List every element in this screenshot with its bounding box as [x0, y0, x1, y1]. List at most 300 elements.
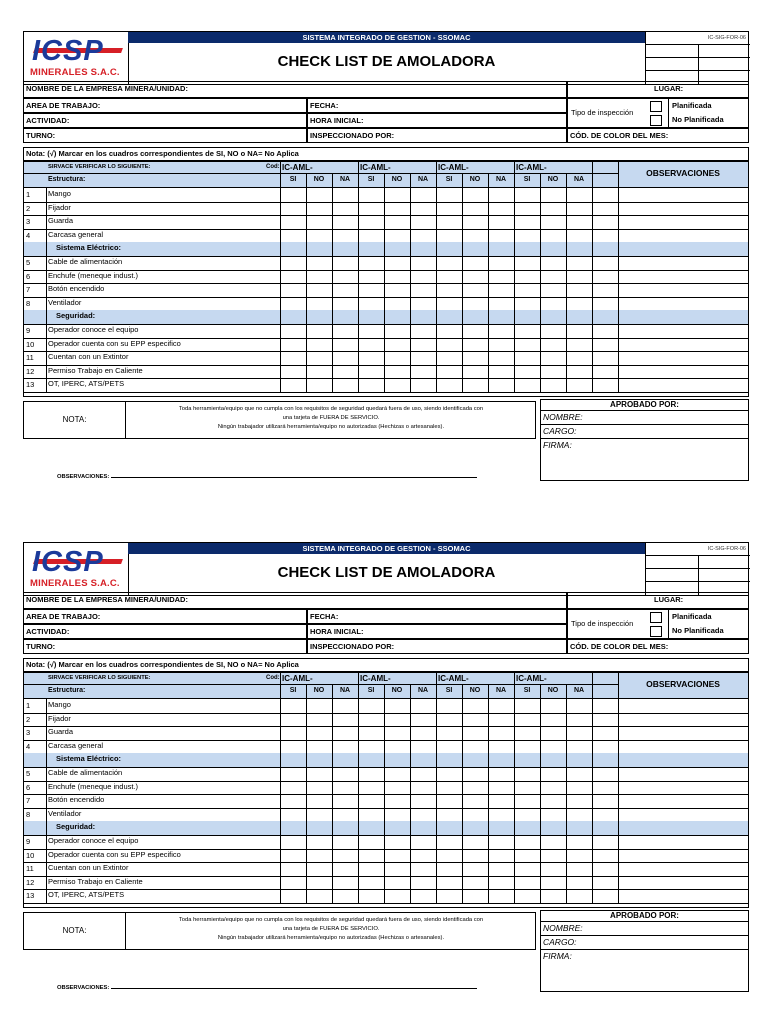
check-cell[interactable]: [462, 324, 488, 338]
check-cell[interactable]: [358, 767, 384, 781]
observaciones-underline[interactable]: [111, 471, 477, 478]
check-cell[interactable]: [384, 378, 410, 392]
check-cell[interactable]: [488, 781, 514, 795]
check-cell[interactable]: [358, 876, 384, 890]
check-cell[interactable]: [358, 862, 384, 876]
check-cell[interactable]: [462, 876, 488, 890]
check-cell[interactable]: [566, 338, 592, 352]
check-cell[interactable]: [332, 889, 358, 903]
check-cell[interactable]: [384, 808, 410, 822]
firma-field[interactable]: FIRMA:: [541, 949, 748, 991]
observaciones-underline[interactable]: [111, 982, 477, 989]
check-cell[interactable]: [540, 699, 566, 713]
check-cell[interactable]: [540, 270, 566, 284]
check-cell[interactable]: [566, 726, 592, 740]
check-cell[interactable]: [280, 202, 306, 216]
firma-field[interactable]: FIRMA:: [541, 438, 748, 480]
equipment-code-2[interactable]: IC-AML-: [360, 163, 391, 172]
check-cell[interactable]: [436, 699, 462, 713]
check-cell[interactable]: [358, 324, 384, 338]
check-cell[interactable]: [306, 767, 332, 781]
check-cell[interactable]: [358, 699, 384, 713]
check-cell[interactable]: [514, 338, 540, 352]
check-cell[interactable]: [384, 713, 410, 727]
check-cell[interactable]: [306, 889, 332, 903]
check-cell[interactable]: [306, 781, 332, 795]
check-cell[interactable]: [410, 297, 436, 311]
check-cell[interactable]: [514, 229, 540, 243]
check-cell[interactable]: [436, 781, 462, 795]
check-cell[interactable]: [332, 351, 358, 365]
check-cell[interactable]: [384, 351, 410, 365]
check-cell[interactable]: [358, 270, 384, 284]
check-cell[interactable]: [514, 351, 540, 365]
check-cell[interactable]: [280, 726, 306, 740]
check-cell[interactable]: [280, 297, 306, 311]
empresa-field[interactable]: NOMBRE DE LA EMPRESA MINERA/UNIDAD:: [23, 81, 567, 98]
check-cell[interactable]: [488, 794, 514, 808]
check-cell[interactable]: [332, 699, 358, 713]
check-cell[interactable]: [410, 256, 436, 270]
check-cell[interactable]: [488, 324, 514, 338]
check-cell[interactable]: [280, 740, 306, 754]
check-cell[interactable]: [306, 365, 332, 379]
check-cell[interactable]: [410, 270, 436, 284]
check-cell[interactable]: [332, 202, 358, 216]
check-cell[interactable]: [488, 229, 514, 243]
check-cell[interactable]: [540, 188, 566, 202]
check-cell[interactable]: [540, 781, 566, 795]
check-cell[interactable]: [540, 338, 566, 352]
check-cell[interactable]: [306, 862, 332, 876]
check-cell[interactable]: [280, 849, 306, 863]
check-cell[interactable]: [280, 713, 306, 727]
check-cell[interactable]: [358, 365, 384, 379]
check-cell[interactable]: [540, 283, 566, 297]
cargo-field[interactable]: CARGO:: [541, 935, 748, 949]
check-cell[interactable]: [358, 351, 384, 365]
check-cell[interactable]: [332, 781, 358, 795]
check-cell[interactable]: [358, 256, 384, 270]
check-cell[interactable]: [488, 378, 514, 392]
check-cell[interactable]: [410, 781, 436, 795]
check-cell[interactable]: [514, 297, 540, 311]
check-cell[interactable]: [384, 740, 410, 754]
check-cell[interactable]: [306, 351, 332, 365]
check-cell[interactable]: [280, 229, 306, 243]
planificada-checkbox[interactable]: [650, 612, 662, 623]
check-cell[interactable]: [436, 324, 462, 338]
no-planificada-checkbox[interactable]: [650, 626, 662, 637]
check-cell[interactable]: [410, 876, 436, 890]
check-cell[interactable]: [488, 699, 514, 713]
lugar-field[interactable]: LUGAR:: [567, 81, 749, 98]
check-cell[interactable]: [358, 713, 384, 727]
turno-field[interactable]: TURNO:: [23, 639, 307, 654]
check-cell[interactable]: [540, 889, 566, 903]
check-cell[interactable]: [410, 862, 436, 876]
color-field[interactable]: CÓD. DE COLOR DEL MES:: [567, 128, 749, 143]
check-cell[interactable]: [384, 794, 410, 808]
check-cell[interactable]: [306, 849, 332, 863]
check-cell[interactable]: [384, 889, 410, 903]
check-cell[interactable]: [306, 835, 332, 849]
check-cell[interactable]: [540, 256, 566, 270]
check-cell[interactable]: [514, 835, 540, 849]
check-cell[interactable]: [280, 876, 306, 890]
check-cell[interactable]: [540, 365, 566, 379]
check-cell[interactable]: [514, 889, 540, 903]
check-cell[interactable]: [280, 378, 306, 392]
check-cell[interactable]: [488, 808, 514, 822]
check-cell[interactable]: [566, 215, 592, 229]
cargo-field[interactable]: CARGO:: [541, 424, 748, 438]
lugar-field[interactable]: LUGAR:: [567, 592, 749, 609]
check-cell[interactable]: [540, 229, 566, 243]
check-cell[interactable]: [462, 283, 488, 297]
check-cell[interactable]: [358, 215, 384, 229]
check-cell[interactable]: [540, 726, 566, 740]
check-cell[interactable]: [436, 876, 462, 890]
check-cell[interactable]: [384, 365, 410, 379]
check-cell[interactable]: [436, 202, 462, 216]
check-cell[interactable]: [566, 767, 592, 781]
check-cell[interactable]: [514, 713, 540, 727]
check-cell[interactable]: [410, 378, 436, 392]
check-cell[interactable]: [488, 740, 514, 754]
check-cell[interactable]: [384, 876, 410, 890]
check-cell[interactable]: [540, 351, 566, 365]
check-cell[interactable]: [280, 338, 306, 352]
check-cell[interactable]: [514, 256, 540, 270]
check-cell[interactable]: [436, 726, 462, 740]
check-cell[interactable]: [332, 808, 358, 822]
check-cell[interactable]: [514, 808, 540, 822]
check-cell[interactable]: [566, 835, 592, 849]
check-cell[interactable]: [306, 270, 332, 284]
check-cell[interactable]: [410, 889, 436, 903]
check-cell[interactable]: [280, 781, 306, 795]
check-cell[interactable]: [384, 283, 410, 297]
planificada-checkbox[interactable]: [650, 101, 662, 112]
check-cell[interactable]: [462, 338, 488, 352]
check-cell[interactable]: [306, 378, 332, 392]
check-cell[interactable]: [306, 740, 332, 754]
check-cell[interactable]: [332, 849, 358, 863]
check-cell[interactable]: [488, 876, 514, 890]
check-cell[interactable]: [566, 365, 592, 379]
equipment-code-3[interactable]: IC-AML-: [438, 674, 469, 683]
check-cell[interactable]: [436, 215, 462, 229]
check-cell[interactable]: [488, 862, 514, 876]
check-cell[interactable]: [436, 808, 462, 822]
check-cell[interactable]: [462, 835, 488, 849]
check-cell[interactable]: [332, 726, 358, 740]
check-cell[interactable]: [358, 794, 384, 808]
turno-field[interactable]: TURNO:: [23, 128, 307, 143]
check-cell[interactable]: [462, 202, 488, 216]
check-cell[interactable]: [332, 338, 358, 352]
check-cell[interactable]: [462, 849, 488, 863]
check-cell[interactable]: [540, 713, 566, 727]
check-cell[interactable]: [280, 862, 306, 876]
check-cell[interactable]: [410, 699, 436, 713]
check-cell[interactable]: [462, 699, 488, 713]
check-cell[interactable]: [436, 338, 462, 352]
check-cell[interactable]: [436, 767, 462, 781]
check-cell[interactable]: [358, 338, 384, 352]
hora-field[interactable]: HORA INICIAL:: [307, 113, 567, 128]
check-cell[interactable]: [306, 229, 332, 243]
check-cell[interactable]: [488, 283, 514, 297]
check-cell[interactable]: [306, 202, 332, 216]
check-cell[interactable]: [384, 188, 410, 202]
check-cell[interactable]: [436, 351, 462, 365]
check-cell[interactable]: [436, 835, 462, 849]
check-cell[interactable]: [436, 740, 462, 754]
empresa-field[interactable]: NOMBRE DE LA EMPRESA MINERA/UNIDAD:: [23, 592, 567, 609]
check-cell[interactable]: [384, 726, 410, 740]
check-cell[interactable]: [358, 726, 384, 740]
check-cell[interactable]: [280, 270, 306, 284]
check-cell[interactable]: [462, 713, 488, 727]
check-cell[interactable]: [462, 256, 488, 270]
check-cell[interactable]: [280, 324, 306, 338]
fecha-field[interactable]: FECHA:: [307, 98, 567, 113]
check-cell[interactable]: [384, 297, 410, 311]
check-cell[interactable]: [436, 297, 462, 311]
color-field[interactable]: CÓD. DE COLOR DEL MES:: [567, 639, 749, 654]
check-cell[interactable]: [280, 808, 306, 822]
check-cell[interactable]: [306, 256, 332, 270]
check-cell[interactable]: [540, 297, 566, 311]
check-cell[interactable]: [410, 229, 436, 243]
check-cell[interactable]: [514, 699, 540, 713]
check-cell[interactable]: [358, 202, 384, 216]
check-cell[interactable]: [540, 767, 566, 781]
check-cell[interactable]: [540, 324, 566, 338]
equipment-code-4[interactable]: IC-AML-: [516, 674, 547, 683]
nombre-field[interactable]: NOMBRE:: [541, 410, 748, 424]
check-cell[interactable]: [566, 781, 592, 795]
check-cell[interactable]: [306, 324, 332, 338]
check-cell[interactable]: [332, 229, 358, 243]
check-cell[interactable]: [332, 835, 358, 849]
check-cell[interactable]: [410, 808, 436, 822]
check-cell[interactable]: [566, 699, 592, 713]
check-cell[interactable]: [306, 699, 332, 713]
check-cell[interactable]: [462, 229, 488, 243]
check-cell[interactable]: [488, 297, 514, 311]
check-cell[interactable]: [410, 351, 436, 365]
equipment-code-4[interactable]: IC-AML-: [516, 163, 547, 172]
check-cell[interactable]: [566, 297, 592, 311]
check-cell[interactable]: [332, 740, 358, 754]
check-cell[interactable]: [566, 808, 592, 822]
check-cell[interactable]: [488, 351, 514, 365]
hora-field[interactable]: HORA INICIAL:: [307, 624, 567, 639]
check-cell[interactable]: [436, 862, 462, 876]
area-field[interactable]: AREA DE TRABAJO:: [23, 609, 307, 624]
check-cell[interactable]: [488, 202, 514, 216]
check-cell[interactable]: [488, 215, 514, 229]
check-cell[interactable]: [436, 188, 462, 202]
check-cell[interactable]: [358, 229, 384, 243]
check-cell[interactable]: [566, 229, 592, 243]
check-cell[interactable]: [566, 283, 592, 297]
check-cell[interactable]: [358, 808, 384, 822]
check-cell[interactable]: [306, 297, 332, 311]
check-cell[interactable]: [306, 876, 332, 890]
check-cell[interactable]: [462, 297, 488, 311]
check-cell[interactable]: [514, 767, 540, 781]
check-cell[interactable]: [384, 202, 410, 216]
check-cell[interactable]: [410, 365, 436, 379]
check-cell[interactable]: [540, 835, 566, 849]
check-cell[interactable]: [332, 794, 358, 808]
check-cell[interactable]: [280, 889, 306, 903]
check-cell[interactable]: [332, 256, 358, 270]
check-cell[interactable]: [514, 270, 540, 284]
check-cell[interactable]: [566, 794, 592, 808]
check-cell[interactable]: [358, 283, 384, 297]
check-cell[interactable]: [462, 794, 488, 808]
check-cell[interactable]: [306, 188, 332, 202]
check-cell[interactable]: [332, 283, 358, 297]
check-cell[interactable]: [332, 876, 358, 890]
check-cell[interactable]: [488, 188, 514, 202]
check-cell[interactable]: [462, 889, 488, 903]
check-cell[interactable]: [514, 202, 540, 216]
check-cell[interactable]: [358, 740, 384, 754]
check-cell[interactable]: [436, 713, 462, 727]
check-cell[interactable]: [488, 713, 514, 727]
check-cell[interactable]: [358, 781, 384, 795]
check-cell[interactable]: [462, 781, 488, 795]
check-cell[interactable]: [514, 862, 540, 876]
check-cell[interactable]: [384, 270, 410, 284]
check-cell[interactable]: [332, 767, 358, 781]
inspeccionado-field[interactable]: INSPECCIONADO POR:: [307, 128, 567, 143]
check-cell[interactable]: [488, 338, 514, 352]
check-cell[interactable]: [488, 270, 514, 284]
check-cell[interactable]: [488, 256, 514, 270]
check-cell[interactable]: [514, 740, 540, 754]
check-cell[interactable]: [280, 835, 306, 849]
check-cell[interactable]: [488, 767, 514, 781]
check-cell[interactable]: [306, 215, 332, 229]
check-cell[interactable]: [566, 876, 592, 890]
check-cell[interactable]: [488, 889, 514, 903]
check-cell[interactable]: [280, 283, 306, 297]
check-cell[interactable]: [332, 297, 358, 311]
area-field[interactable]: AREA DE TRABAJO:: [23, 98, 307, 113]
check-cell[interactable]: [540, 794, 566, 808]
check-cell[interactable]: [332, 324, 358, 338]
check-cell[interactable]: [514, 781, 540, 795]
check-cell[interactable]: [540, 808, 566, 822]
check-cell[interactable]: [488, 835, 514, 849]
check-cell[interactable]: [410, 713, 436, 727]
check-cell[interactable]: [436, 256, 462, 270]
check-cell[interactable]: [410, 202, 436, 216]
check-cell[interactable]: [384, 767, 410, 781]
check-cell[interactable]: [332, 378, 358, 392]
check-cell[interactable]: [358, 889, 384, 903]
check-cell[interactable]: [462, 215, 488, 229]
check-cell[interactable]: [410, 215, 436, 229]
check-cell[interactable]: [566, 351, 592, 365]
check-cell[interactable]: [410, 188, 436, 202]
check-cell[interactable]: [514, 215, 540, 229]
observaciones-footer[interactable]: [57, 471, 477, 480]
check-cell[interactable]: [332, 862, 358, 876]
check-cell[interactable]: [384, 835, 410, 849]
check-cell[interactable]: [410, 835, 436, 849]
check-cell[interactable]: [410, 740, 436, 754]
no-planificada-checkbox[interactable]: [650, 115, 662, 126]
check-cell[interactable]: [540, 215, 566, 229]
check-cell[interactable]: [306, 713, 332, 727]
check-cell[interactable]: [462, 351, 488, 365]
check-cell[interactable]: [436, 365, 462, 379]
check-cell[interactable]: [436, 270, 462, 284]
check-cell[interactable]: [488, 365, 514, 379]
check-cell[interactable]: [540, 740, 566, 754]
check-cell[interactable]: [462, 270, 488, 284]
actividad-field[interactable]: ACTIVIDAD:: [23, 624, 307, 639]
check-cell[interactable]: [436, 794, 462, 808]
check-cell[interactable]: [462, 378, 488, 392]
check-cell[interactable]: [410, 849, 436, 863]
equipment-code-2[interactable]: IC-AML-: [360, 674, 391, 683]
check-cell[interactable]: [436, 889, 462, 903]
check-cell[interactable]: [514, 794, 540, 808]
check-cell[interactable]: [514, 324, 540, 338]
check-cell[interactable]: [280, 188, 306, 202]
check-cell[interactable]: [514, 365, 540, 379]
check-cell[interactable]: [410, 794, 436, 808]
check-cell[interactable]: [384, 324, 410, 338]
check-cell[interactable]: [540, 378, 566, 392]
check-cell[interactable]: [280, 215, 306, 229]
check-cell[interactable]: [566, 202, 592, 216]
check-cell[interactable]: [306, 808, 332, 822]
equipment-code-3[interactable]: IC-AML-: [438, 163, 469, 172]
check-cell[interactable]: [462, 188, 488, 202]
check-cell[interactable]: [410, 283, 436, 297]
check-cell[interactable]: [462, 365, 488, 379]
check-cell[interactable]: [488, 726, 514, 740]
check-cell[interactable]: [358, 849, 384, 863]
check-cell[interactable]: [306, 794, 332, 808]
check-cell[interactable]: [514, 188, 540, 202]
check-cell[interactable]: [280, 767, 306, 781]
check-cell[interactable]: [306, 283, 332, 297]
check-cell[interactable]: [280, 699, 306, 713]
check-cell[interactable]: [384, 862, 410, 876]
check-cell[interactable]: [462, 740, 488, 754]
check-cell[interactable]: [540, 202, 566, 216]
check-cell[interactable]: [566, 256, 592, 270]
check-cell[interactable]: [358, 378, 384, 392]
check-cell[interactable]: [436, 849, 462, 863]
nombre-field[interactable]: NOMBRE:: [541, 921, 748, 935]
check-cell[interactable]: [514, 283, 540, 297]
check-cell[interactable]: [384, 849, 410, 863]
check-cell[interactable]: [462, 726, 488, 740]
equipment-code-1[interactable]: IC-AML-: [282, 163, 313, 172]
